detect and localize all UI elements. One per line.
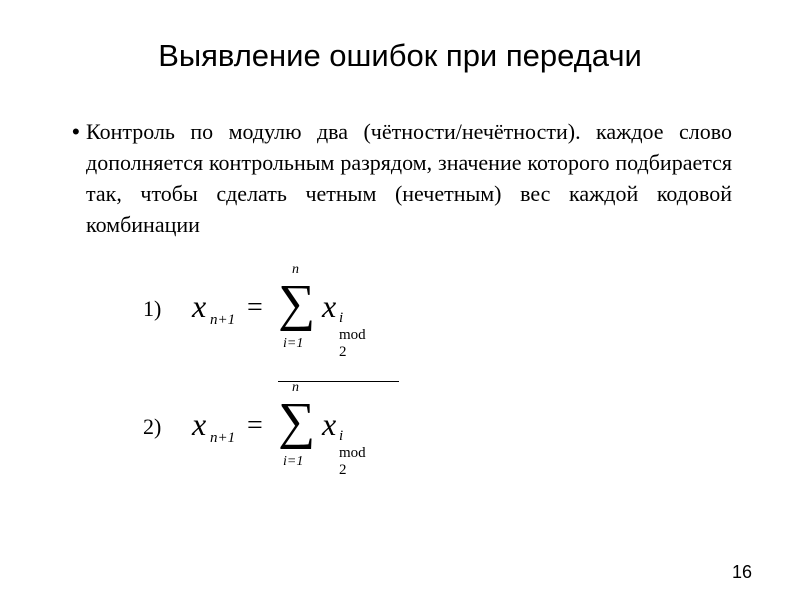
formula-1-lhs-subscript-text: n+1 (210, 312, 236, 328)
formula-2-lower-limit (283, 454, 303, 470)
formula-1-sum-symbol: ∑ (278, 275, 316, 332)
page-number: 16 (731, 562, 752, 582)
formula-2-term-mod: mod 2 (339, 445, 366, 478)
formula-1-lhs-subscript (210, 312, 235, 329)
formula-2-equals-sign: = (247, 410, 263, 441)
formula-1-lhs-var: x (192, 288, 207, 324)
formula-2-term-var: x (322, 406, 337, 442)
formula-1-equals-sign: = (247, 292, 263, 323)
slide-title: Выявление ошибок при передачи (158, 38, 642, 73)
formula-2-lhs-subscript (210, 430, 235, 447)
bullet-item (72, 116, 732, 240)
formula-1-upper-limit-text: n (292, 262, 299, 277)
formula-1-number: 1) (143, 296, 162, 321)
formula-2-lhs-var: x (192, 406, 207, 442)
formula-2-lhs-subscript-text: n+1 (210, 430, 236, 446)
formula-2-term-index: i (339, 428, 344, 444)
formula-1-term-var: x (322, 288, 337, 324)
formula-2-sum-symbol: ∑ (278, 393, 316, 450)
bullet-text: Контроль по модулю два (чётности/нечётности). каждое слово дополняется контрольным разрядом, значение которого подбирается так, чтобы сделать четным (нечетным) вес каждой кодовой комбинации (86, 119, 732, 237)
formula-2-upper-limit-text: n (292, 380, 299, 395)
bullet-marker: • (72, 119, 80, 144)
formula-2-number: 2) (143, 414, 162, 439)
formula-2-term-subscript (339, 428, 366, 479)
formula-1-lower-limit (283, 336, 303, 352)
formula-1-term-subscript (339, 310, 366, 361)
formula-1-lower-limit-text: i=1 (283, 336, 304, 351)
formula-2-lower-limit-text: i=1 (283, 454, 304, 469)
formula-1-term-index: i (339, 310, 344, 326)
formula-1-term-mod: mod 2 (339, 327, 366, 360)
